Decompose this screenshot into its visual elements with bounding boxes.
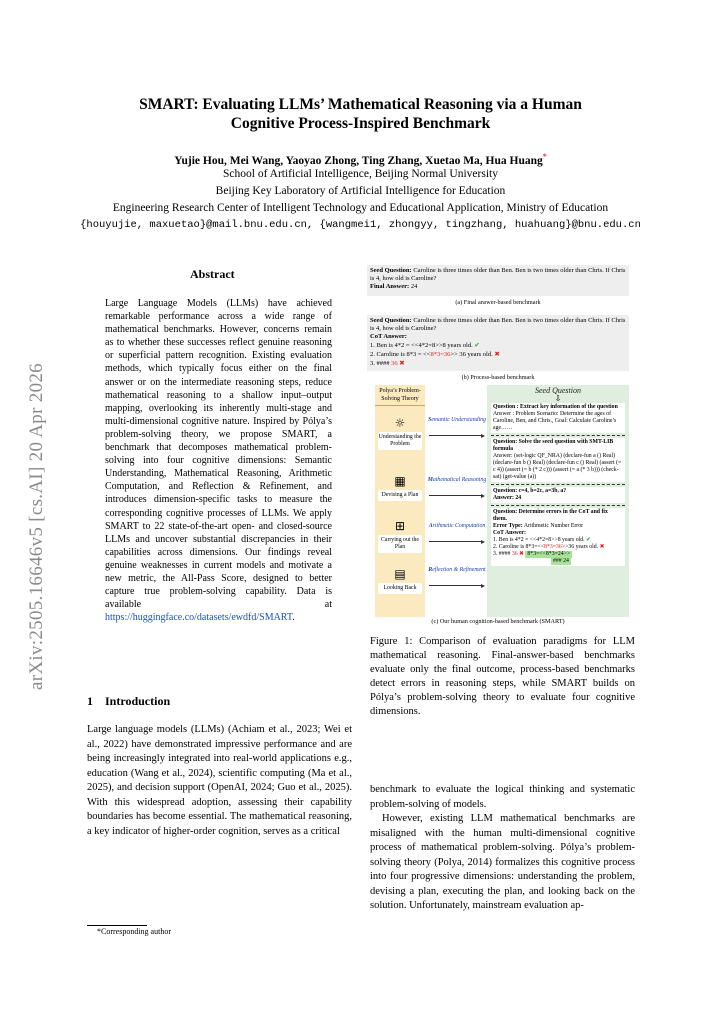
cross-icon: ✖ [399, 359, 405, 367]
dimension-arithmetic: Arithmetic Computation [428, 523, 486, 529]
affiliation-1: School of Artificial Intelligence, Beijing Normal University [223, 168, 498, 180]
task-reflection: Question: Determine errors in the CoT and fix them. Error Type: Arithmetic Number Error CoT Answer: 1. Ben is 4*2 = <<4*2=8>>8 years old. ✔ 2. Caroline is 8*3=<<8*3=36>>36 years old. ✖ 3. #### 36 ✖ 8*3=<<8*3=24>> ### 24 [491, 508, 625, 566]
abstract-body: Large Language Models (LLMs) have achieved remarkable performance across a wide range of mathematical benchmarks. However, concerns remain as to whether these successes reflect genuine reasoning or superficial pattern recognition. Existing evaluation methods, which typically focus either on the final answer or on the intermediate reasoning steps, reduce mathematical reasoning to a shallow input–output mapping, overlooking its inherently multi-stage and multi-dimensional cognitive nature. Inspired by Pólya’s problem-solving theory, we propose SMART, a benchmark that decomposes mathematical problem-solving into four cognitive dimensions: Semantic Understanding, Mathematical Reasoning, Arithmetic Computation, and Reflection & Refinement, and introduces dimension-specific tasks to measure the corresponding cognitive processes of LLMs. We apply SMART to 22 state-of-the-art open- and closed-source LLMs and uncover substantial discrepancies in their capabilities across dimensions. Our findings reveal genuine weaknesses in current models and motivate a new metric, the All-Pass Score, designed to better capture true problem-solving capability. Data is available at https://huggingface.co/datasets/ewdfd/SMART. [105, 298, 332, 624]
light-bulb-icon: ☼ [394, 416, 406, 430]
dimension-mathematical: Mathematical Reasoning [427, 477, 487, 483]
down-arrow-icon: ⇩ [554, 394, 562, 403]
footnote: *Corresponding author [97, 927, 171, 936]
check-icon: ✔ [474, 341, 480, 349]
seed-question-column: Seed Question ⇩ Question : Extract key information of the question Answer : Problem Scenario: Determine the ages of Caroline, Ben, and Chris., Goal: Calculate Caroline’s age…… Question: Solve the seed question with SMT-LIB formula Answer: (set-logic QF_NRA) (declare-fun a () Real) (declare-fun b () Real) (declare-fun c () Real) (assert (= c 4)) (assert (= b (* 2 c))) (assert (= a (* 3 b))) (check-sat) (get-value (a)) Question: c=4, b=2c, a=3b, a? Answer: 24 Question: Determine errors in the CoT and fix them. Error Type: Arithmetic Number Error CoT Answer: 1. Ben is 4*2 = <<4*2=8>>8 years old. ✔ 2. Caroline is 8*3=<<8*3=36>>36 years old. ✖ 3. #### 36 ✖ 8*3=<<8*3=24>> ### 24 [487, 385, 629, 617]
arrow-arithmetic [429, 541, 483, 542]
stage-understanding: ☼ Understanding the Problem [375, 417, 425, 450]
right-column-text: benchmark to evaluate the logical thinking and systematic problem-solving of models. However, existing LLM mathematical benchmarks are misaligned with the human multi-dimensional cognitive process of mathematical problem-solving. Pólya’s problem-solving theory (Polya, 2014) formalizes this cognitive process into four progressive dimensions: understanding the problem, devising a plan, executing the plan, and looking back on the solution. Unfortunately, mainstream evaluation ap- [370, 784, 635, 911]
cross-icon: ✖ [494, 350, 500, 358]
cross-icon: ✖ [519, 551, 524, 557]
dataset-link[interactable]: https://huggingface.co/datasets/ewdfd/SMART [105, 612, 293, 624]
grid-icon: ⊞ [394, 519, 406, 533]
calendar-icon: ▦ [394, 474, 406, 488]
panel-final-answer: Seed Question: Caroline is three times older than Ben. Ben is two times older than Chris. If Chris is 4, how old is Caroline? Final Answer: 24 [367, 265, 629, 296]
cross-icon: ✖ [599, 544, 605, 550]
author-list: Yujie Hou, Mei Wang, Yaoyao Zhong, Ting Zhang, Xuetao Ma, Hua Huang* [174, 152, 547, 167]
panel-smart [367, 385, 629, 617]
panel-c-caption: (c) Our human cognition-based benchmark (SMART) [431, 618, 565, 625]
stage-carrying-out: ⊞ Carrying out the Plan [375, 520, 425, 553]
task-semantic: Question : Extract key information of the question Answer : Problem Scenario: Determine the ages of Caroline, Ben, and Chris., Goal: Calculate Caroline’s age…… [491, 403, 625, 433]
clipboard-icon: ▤ [394, 567, 406, 581]
stage-devising: ▦ Devising a Plan [375, 475, 425, 501]
author-emails: {houyujie, maxuetao}@mail.bnu.edu.cn, {wangmei1, zhongyy, tingzhang, huahuang}@bnu.edu.cn [80, 219, 641, 231]
arrow-mathematical [429, 495, 483, 496]
introduction-paragraph: Large language models (LLMs) (Achiam et al., 2023; Wei et al., 2022) have demonstrated impressive performance and are being increasingly integrated into real-world applications e.g., education (Wang et al., 2024), scientific computing (Ma et al., 2025), and decision support (OpenAI, 2024; Guo et al., 2025). With this widespread adoption, assessing their capability boundaries has become essential. The mathematical reasoning, a key indicator of higher-order cognition, serves as a critical [87, 724, 352, 837]
section-heading-introduction: 1 Introduction [87, 694, 171, 708]
panel-b-caption: (b) Process-based benchmark [461, 374, 535, 381]
dimension-reflection: Reflection & Refinement [428, 567, 486, 573]
panel-process-based: Seed Question: Caroline is three times older than Ben. Ben is two times older than Chris. If Chris is 4, how old is Caroline? CoT Answer: 1. Ben is 4*2 = <<4*2=8>>8 years old. ✔ 2. Caroline is 8*3 = <<8*3=36>> 36 years old. ✖ 3. #### 36 ✖ [367, 315, 629, 371]
corrected-answer: ### 24 [553, 558, 569, 564]
task-mathematical: Question: Solve the seed question with SMT-LIB formula Answer: (set-logic QF_NRA) (declare-fun a () Real) (declare-fun b () Real) (declare-fun c () Real) (assert (= c 4)) (assert (= b (* 2 c))) (assert (= a (* 3 b))) (check-sat) (get-value (a)) [491, 438, 625, 482]
dimension-semantic: Semantic Understanding [428, 417, 486, 423]
stage-looking-back: ▤ Looking Back [375, 568, 425, 594]
arrow-reflection [429, 585, 483, 586]
affiliation-3: Engineering Research Center of Intelligent Technology and Educational Application, Ministry of Education [112, 202, 609, 214]
polya-theory-column: Polya’s Problem-Solving Theory ☼ Understanding the Problem ▦ Devising a Plan ⊞ Carrying out the Plan ▤ Looking Back [375, 385, 425, 617]
figure-1-caption: Figure 1: Comparison of evaluation paradigms for LLM mathematical reasoning. Final-answer-based benchmarks evaluate only the final outcome, process-based benchmarks detect errors in reasoning steps, while SMART builds on Pólya’s problem-solving theory to evaluate four cognitive dimensions. [370, 636, 635, 717]
abstract-heading: Abstract [190, 267, 235, 281]
panel-a-caption: (a) Final answer-based benchmark [455, 299, 541, 306]
arxiv-identifier: arXiv:2505.16646v5 [cs.AI] 20 Apr 2026 [26, 363, 47, 690]
arrow-semantic [429, 435, 483, 436]
affiliation-2: Beijing Key Laboratory of Artificial Intelligence for Education [215, 185, 506, 197]
paper-title: SMART: Evaluating LLMs’ Mathematical Reasoning via a Human Cognitive Process-Inspired Benchmark [139, 96, 582, 132]
task-arithmetic: Question: c=4, b=2c, a=3b, a? Answer: 24 [491, 487, 625, 503]
corrected-step: 8*3=<<8*3=24>> [527, 551, 571, 557]
check-icon: ✔ [586, 537, 591, 543]
corresponding-author-mark: * [542, 152, 547, 161]
footnote-rule [87, 925, 147, 926]
